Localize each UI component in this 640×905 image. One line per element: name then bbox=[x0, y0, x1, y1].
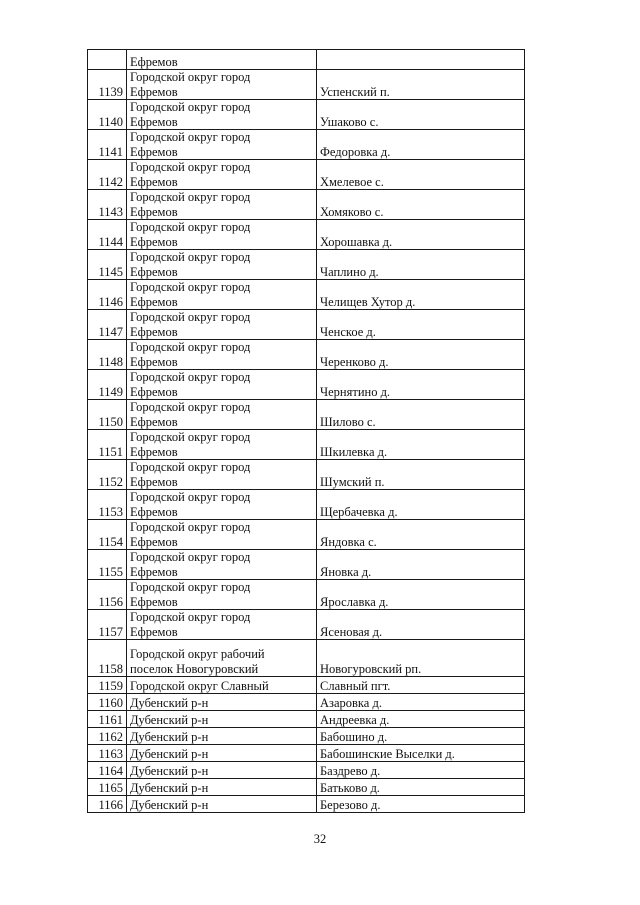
settlement-cell: Ченское д. bbox=[317, 310, 525, 340]
table-row bbox=[88, 400, 525, 430]
settlement-cell: Хомяково с. bbox=[317, 190, 525, 220]
table-row bbox=[88, 340, 525, 370]
settlement-cell: Новогуровский рп. bbox=[317, 640, 525, 677]
table-row bbox=[88, 694, 525, 711]
district-cell: Дубенский р-н bbox=[127, 796, 317, 813]
row-number-cell: 1149 bbox=[88, 370, 127, 400]
district-cell: Городской округ город Ефремов bbox=[127, 220, 317, 250]
row-number-cell: 1144 bbox=[88, 220, 127, 250]
row-number-cell: 1163 bbox=[88, 745, 127, 762]
settlement-cell: Яновка д. bbox=[317, 550, 525, 580]
district-cell: Городской округ город Ефремов bbox=[127, 490, 317, 520]
district-cell: Городской округ город Ефремов bbox=[127, 430, 317, 460]
district-cell: Городской округ город Ефремов bbox=[127, 250, 317, 280]
settlement-cell: Чернятино д. bbox=[317, 370, 525, 400]
row-number-cell: 1140 bbox=[88, 100, 127, 130]
district-cell: Городской округ город Ефремов bbox=[127, 400, 317, 430]
district-cell: Городской округ город Ефремов bbox=[127, 370, 317, 400]
settlement-cell: Батьково д. bbox=[317, 779, 525, 796]
settlement-cell: Федоровка д. bbox=[317, 130, 525, 160]
row-number-cell: 1156 bbox=[88, 580, 127, 610]
district-cell: Городской округ город Ефремов bbox=[127, 70, 317, 100]
table-row bbox=[88, 130, 525, 160]
row-number-cell: 1148 bbox=[88, 340, 127, 370]
row-number-cell: 1161 bbox=[88, 711, 127, 728]
district-cell: Дубенский р-н bbox=[127, 779, 317, 796]
settlement-cell: Черенково д. bbox=[317, 340, 525, 370]
table-row bbox=[88, 550, 525, 580]
district-cell: Городской округ город Ефремов bbox=[127, 550, 317, 580]
settlement-cell: Яндовка с. bbox=[317, 520, 525, 550]
settlement-cell: Шумский п. bbox=[317, 460, 525, 490]
district-cell: Городской округ город Ефремов bbox=[127, 610, 317, 640]
table-row bbox=[88, 640, 525, 677]
settlement-cell: Славный пгт. bbox=[317, 677, 525, 694]
settlement-cell: Щербачевка д. bbox=[317, 490, 525, 520]
row-number-cell bbox=[88, 50, 127, 70]
settlement-cell bbox=[317, 50, 525, 70]
settlement-cell: Успенский п. bbox=[317, 70, 525, 100]
district-cell: Городской округ город Ефремов bbox=[127, 190, 317, 220]
settlement-cell: Березово д. bbox=[317, 796, 525, 813]
row-number-cell: 1141 bbox=[88, 130, 127, 160]
table-row bbox=[88, 490, 525, 520]
row-number-cell: 1146 bbox=[88, 280, 127, 310]
settlement-cell: Шилово с. bbox=[317, 400, 525, 430]
settlement-cell: Чаплино д. bbox=[317, 250, 525, 280]
row-number-cell: 1145 bbox=[88, 250, 127, 280]
table-row bbox=[88, 280, 525, 310]
row-number-cell: 1143 bbox=[88, 190, 127, 220]
table-row bbox=[88, 745, 525, 762]
row-number-cell: 1159 bbox=[88, 677, 127, 694]
row-number-cell: 1150 bbox=[88, 400, 127, 430]
settlement-cell: Ярославка д. bbox=[317, 580, 525, 610]
settlement-cell: Азаровка д. bbox=[317, 694, 525, 711]
table-row bbox=[88, 160, 525, 190]
settlement-cell: Шкилевка д. bbox=[317, 430, 525, 460]
settlement-cell: Бабошино д. bbox=[317, 728, 525, 745]
row-number-cell: 1154 bbox=[88, 520, 127, 550]
table-row bbox=[88, 779, 525, 796]
settlement-cell: Баздрево д. bbox=[317, 762, 525, 779]
table-row bbox=[88, 370, 525, 400]
table-row bbox=[88, 580, 525, 610]
district-cell: Городской округ город Ефремов bbox=[127, 520, 317, 550]
row-number-cell: 1142 bbox=[88, 160, 127, 190]
district-cell: Городской округ город Ефремов bbox=[127, 460, 317, 490]
table-row bbox=[88, 460, 525, 490]
settlement-cell: Хмелевое с. bbox=[317, 160, 525, 190]
table-row bbox=[88, 220, 525, 250]
district-cell: Дубенский р-н bbox=[127, 762, 317, 779]
row-number-cell: 1153 bbox=[88, 490, 127, 520]
table-row bbox=[88, 711, 525, 728]
row-number-cell: 1155 bbox=[88, 550, 127, 580]
settlement-cell: Хорошавка д. bbox=[317, 220, 525, 250]
row-number-cell: 1139 bbox=[88, 70, 127, 100]
settlements-table bbox=[87, 49, 525, 813]
settlement-cell: Ясеновая д. bbox=[317, 610, 525, 640]
settlement-cell: Ушаково с. bbox=[317, 100, 525, 130]
row-number-cell: 1151 bbox=[88, 430, 127, 460]
row-number-cell: 1164 bbox=[88, 762, 127, 779]
district-cell: Дубенский р-н bbox=[127, 745, 317, 762]
table-row bbox=[88, 190, 525, 220]
district-cell: Городской округ город Ефремов bbox=[127, 340, 317, 370]
table-body bbox=[88, 50, 525, 813]
district-cell: Городской округ город Ефремов bbox=[127, 160, 317, 190]
district-cell: Городской округ рабочий поселок Новогуровский bbox=[127, 640, 317, 677]
table-row bbox=[88, 728, 525, 745]
district-cell: Дубенский р-н bbox=[127, 711, 317, 728]
district-cell: Городской округ город Ефремов bbox=[127, 280, 317, 310]
table-row bbox=[88, 610, 525, 640]
table-row bbox=[88, 430, 525, 460]
row-number-cell: 1165 bbox=[88, 779, 127, 796]
district-cell: Дубенский р-н bbox=[127, 694, 317, 711]
district-cell: Дубенский р-н bbox=[127, 728, 317, 745]
table-row bbox=[88, 310, 525, 340]
district-cell: Городской округ город Ефремов bbox=[127, 310, 317, 340]
table-row bbox=[88, 70, 525, 100]
settlement-cell: Бабошинские Выселки д. bbox=[317, 745, 525, 762]
row-number-cell: 1157 bbox=[88, 610, 127, 640]
row-number-cell: 1152 bbox=[88, 460, 127, 490]
district-cell: Городской округ город Ефремов bbox=[127, 100, 317, 130]
row-number-cell: 1162 bbox=[88, 728, 127, 745]
table-row bbox=[88, 796, 525, 813]
row-number-cell: 1160 bbox=[88, 694, 127, 711]
district-cell: Городской округ Славный bbox=[127, 677, 317, 694]
table-row bbox=[88, 250, 525, 280]
table-row bbox=[88, 520, 525, 550]
district-cell: Ефремов bbox=[127, 50, 317, 70]
table-row bbox=[88, 50, 525, 70]
row-number-cell: 1166 bbox=[88, 796, 127, 813]
table-row bbox=[88, 677, 525, 694]
page-number: 32 bbox=[313, 832, 327, 846]
district-cell: Городской округ город Ефремов bbox=[127, 130, 317, 160]
table-row bbox=[88, 100, 525, 130]
row-number-cell: 1147 bbox=[88, 310, 127, 340]
district-cell: Городской округ город Ефремов bbox=[127, 580, 317, 610]
table-row bbox=[88, 762, 525, 779]
settlement-cell: Андреевка д. bbox=[317, 711, 525, 728]
row-number-cell: 1158 bbox=[88, 640, 127, 677]
settlement-cell: Челищев Хутор д. bbox=[317, 280, 525, 310]
